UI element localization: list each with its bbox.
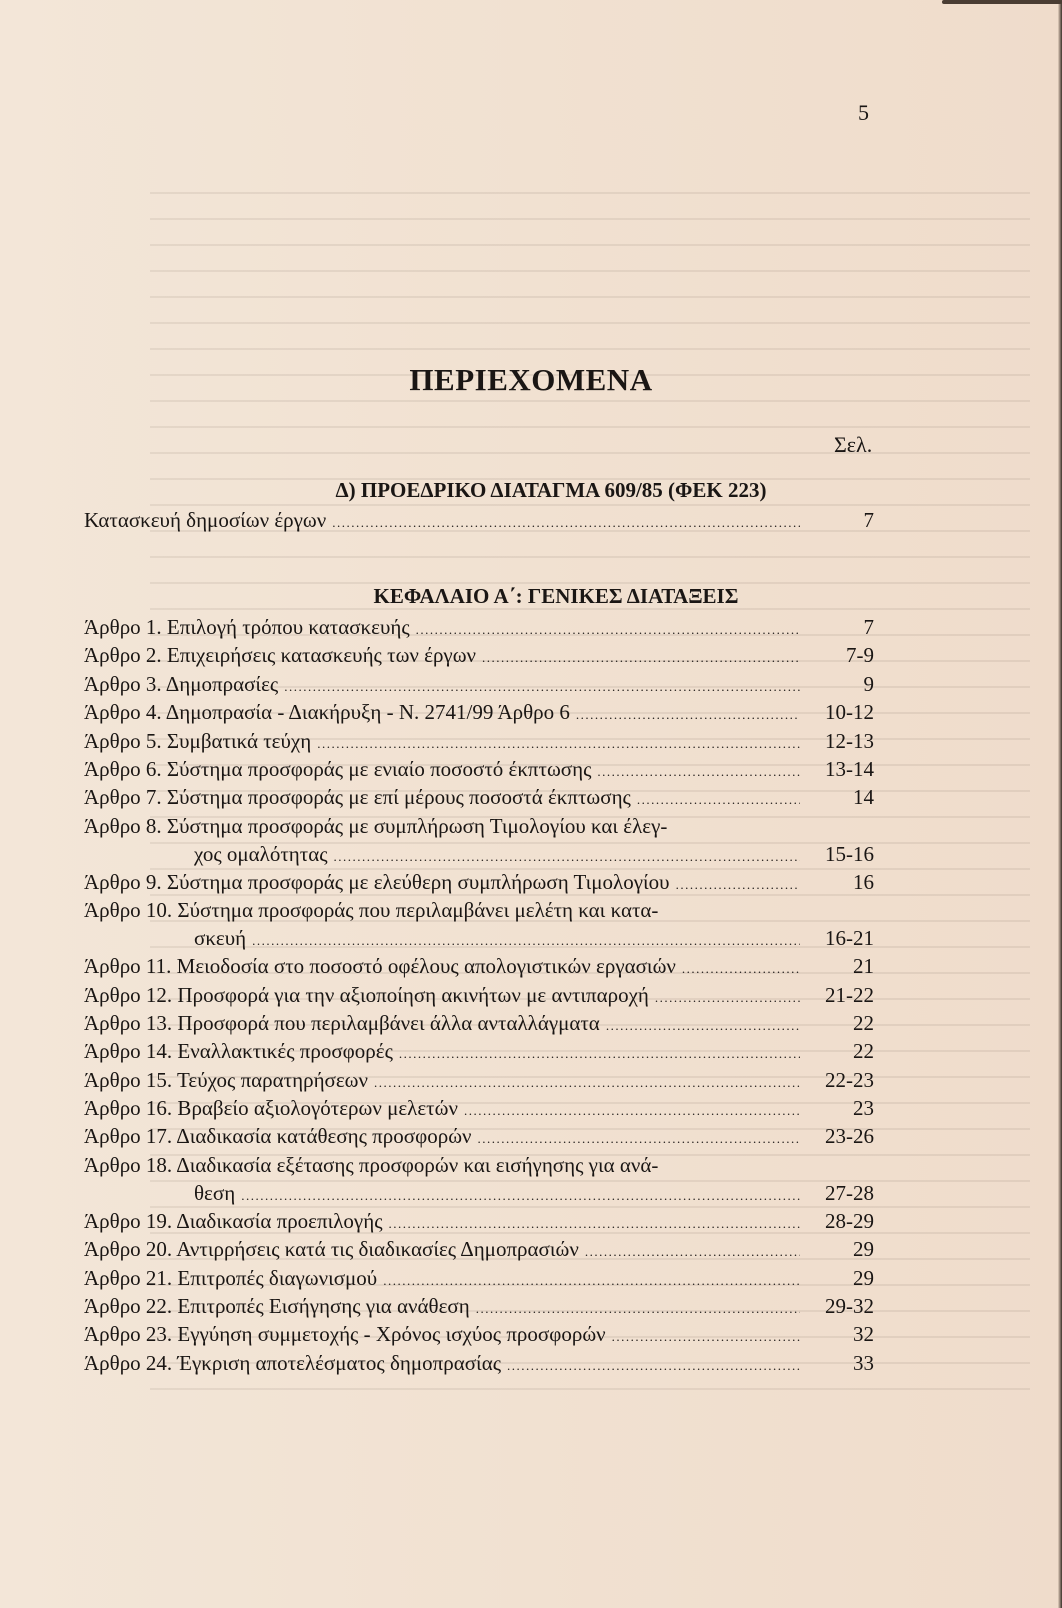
toc-entry-label: Άρθρο 16. Βραβείο αξιολογότερων μελετών	[84, 1096, 458, 1121]
decree-toc	[84, 506, 874, 534]
leader-dots	[334, 843, 800, 871]
toc-entry[interactable]	[84, 981, 874, 1009]
toc-entry[interactable]	[84, 1037, 874, 1065]
leader-dots	[655, 984, 800, 1012]
toc-entry-label: Άρθρο 8. Σύστημα προσφοράς με συμπλήρωση Τιμολογίου και έλεγ-	[84, 813, 668, 838]
toc-entry-page: 29-32	[825, 1294, 874, 1319]
decree-heading: Δ) ΠΡΟΕΔΡΙΚΟ ΔΙΑΤΑΓΜΑ 609/85 (ΦΕΚ 223)	[335, 478, 767, 502]
toc-entry-label: Άρθρο 6. Σύστημα προσφοράς με ενιαίο ποσοστό έκπτωσης	[84, 756, 592, 781]
toc-entry-page: 21-22	[825, 982, 874, 1007]
toc-entry-label: Άρθρο 12. Προσφορά για την αξιοποίηση ακινήτων με αντιπαροχή	[84, 982, 649, 1007]
toc-entry-page: 32	[853, 1322, 874, 1347]
page-column-label: Σελ.	[834, 432, 873, 457]
toc-entry-page: 22-23	[825, 1067, 874, 1092]
toc-entry-label: Άρθρο 19. Διαδικασία προεπιλογής	[84, 1208, 383, 1233]
leader-dots	[507, 1352, 800, 1380]
toc-entry[interactable]	[84, 812, 874, 868]
page-edge-top	[942, 0, 1062, 4]
toc-entry[interactable]	[84, 1066, 874, 1094]
toc-entry-page: 13-14	[825, 756, 874, 781]
toc-entry-label-continuation: χος ομαλότητας	[194, 841, 328, 866]
leader-dots	[676, 871, 800, 899]
toc-entry-page: 22	[853, 1010, 874, 1035]
leader-dots	[416, 616, 800, 644]
leader-dots	[284, 673, 800, 701]
toc-entry-label-continuation: σκευή	[194, 926, 247, 951]
toc-entry[interactable]	[84, 868, 874, 896]
leader-dots	[597, 758, 800, 786]
leader-dots	[585, 1238, 800, 1266]
toc-entry-page: 14	[853, 785, 874, 810]
toc-entry-page: 29	[853, 1265, 874, 1290]
toc-entry[interactable]	[84, 1122, 874, 1150]
toc-entry-label: Άρθρο 11. Μειοδοσία στο ποσοστό οφέλους απολογιστικών εργασιών	[84, 954, 676, 979]
toc-entry-page: 9	[863, 671, 874, 696]
toc-entry[interactable]	[84, 698, 874, 726]
leader-dots	[374, 1069, 800, 1097]
toc-entry[interactable]	[84, 783, 874, 811]
toc-entry[interactable]	[84, 506, 874, 534]
toc-entry-label: Άρθρο 5. Συμβατικά τεύχη	[84, 728, 312, 753]
leader-dots	[317, 730, 800, 758]
leader-dots	[612, 1323, 800, 1351]
leader-dots	[241, 1182, 800, 1210]
toc-entry[interactable]	[84, 670, 874, 698]
leader-dots	[252, 927, 800, 955]
toc-entry-label: Άρθρο 23. Εγγύηση συμμετοχής - Χρόνος ισχύος προσφορών	[84, 1322, 606, 1347]
toc-entry-label: Άρθρο 13. Προσφορά που περιλαμβάνει άλλα ανταλλάγματα	[84, 1010, 600, 1035]
toc-entry-label: Άρθρο 2. Επιχειρήσεις κατασκευής των έργων	[84, 643, 477, 668]
toc-entry-label: Άρθρο 4. Δημοπρασία - Διακήρυξη - Ν. 2741/99 Άρθρο 6	[84, 700, 570, 725]
toc-entry[interactable]	[84, 1349, 874, 1377]
toc-entry-page: 21	[853, 954, 874, 979]
toc-entry[interactable]	[84, 727, 874, 755]
toc-entry-page: 23-26	[825, 1124, 874, 1149]
toc-entry[interactable]	[84, 1235, 874, 1263]
toc-entry-page: 12-13	[825, 728, 874, 753]
leader-dots	[606, 1012, 800, 1040]
toc-entry-label: Άρθρο 3. Δημοπρασίες	[84, 671, 279, 696]
toc-entry-page: 10-12	[825, 700, 874, 725]
toc-entry-label: Άρθρο 24. Έγκριση αποτελέσματος δημοπρασίας	[84, 1350, 502, 1375]
toc-entry-page: 23	[853, 1096, 874, 1121]
toc-entry-label: Άρθρο 22. Επιτροπές Εισήγησης για ανάθεση	[84, 1294, 470, 1319]
toc-entry-label: Κατασκευή δημοσίων έργων	[84, 508, 327, 532]
toc-entry-page: 29	[853, 1237, 874, 1262]
leader-dots	[332, 509, 800, 537]
page-number: 5	[858, 100, 869, 125]
toc-entry-label: Άρθρο 20. Αντιρρήσεις κατά τις διαδικασίες Δημοπρασιών	[84, 1237, 579, 1262]
page-title: ΠΕΡΙΕΧΟΜΕΝΑ	[409, 362, 653, 397]
toc-entry-label: Άρθρο 10. Σύστημα προσφοράς που περιλαμβάνει μελέτη και κατα-	[84, 898, 659, 923]
toc-entry-label-continuation: θεση	[194, 1180, 236, 1205]
toc-entry-page: 7-9	[846, 643, 874, 668]
leader-dots	[389, 1210, 800, 1238]
chapter-toc	[84, 613, 874, 1377]
toc-entry-page: 16	[853, 869, 874, 894]
leader-dots	[682, 955, 800, 983]
toc-entry[interactable]	[84, 1009, 874, 1037]
toc-entry[interactable]	[84, 1264, 874, 1292]
toc-entry[interactable]	[84, 896, 874, 952]
leader-dots	[399, 1040, 800, 1068]
toc-entry-page: 27-28	[825, 1180, 874, 1205]
leader-dots	[482, 644, 800, 672]
toc-entry-label: Άρθρο 14. Εναλλακτικές προσφορές	[84, 1039, 393, 1064]
toc-entry[interactable]	[84, 1320, 874, 1348]
toc-entry-label: Άρθρο 15. Τεύχος παρατηρήσεων	[84, 1067, 369, 1092]
toc-entry-label: Άρθρο 1. Επιλογή τρόπου κατασκευής	[84, 615, 410, 639]
toc-entry-label: Άρθρο 9. Σύστημα προσφοράς με ελεύθερη συμπλήρωση Τιμολογίου	[84, 869, 670, 894]
toc-entry[interactable]	[84, 641, 874, 669]
toc-entry[interactable]	[84, 952, 874, 980]
toc-entry-label: Άρθρο 21. Επιτροπές διαγωνισμού	[84, 1265, 378, 1290]
toc-entry[interactable]	[84, 613, 874, 641]
leader-dots	[637, 786, 800, 814]
toc-entry[interactable]	[84, 1292, 874, 1320]
toc-entry-page: 22	[853, 1039, 874, 1064]
toc-entry[interactable]	[84, 1207, 874, 1235]
toc-entry-label: Άρθρο 18. Διαδικασία εξέτασης προσφορών και εισήγησης για ανά-	[84, 1152, 659, 1177]
leader-dots	[478, 1125, 800, 1153]
page-edge	[1058, 0, 1062, 1608]
chapter-heading: ΚΕΦΑΛΑΙΟ Α΄: ΓΕΝΙΚΕΣ ΔΙΑΤΑΞΕΙΣ	[373, 584, 739, 608]
leader-dots	[576, 701, 800, 729]
toc-entry-page: 33	[853, 1350, 874, 1375]
leader-dots	[464, 1097, 800, 1125]
toc-entry-label: Άρθρο 7. Σύστημα προσφοράς με επί μέρους ποσοστά έκπτωσης	[84, 785, 631, 810]
toc-entry-label: Άρθρο 17. Διαδικασία κατάθεσης προσφορών	[84, 1124, 472, 1149]
toc-entry-page: 16-21	[825, 926, 874, 951]
toc-entry[interactable]	[84, 1151, 874, 1207]
leader-dots	[383, 1267, 800, 1295]
toc-entry[interactable]	[84, 755, 874, 783]
toc-entry[interactable]	[84, 1094, 874, 1122]
toc-entry-page: 7	[863, 615, 874, 639]
toc-entry-page: 7	[863, 508, 874, 532]
toc-entry-page: 28-29	[825, 1208, 874, 1233]
leader-dots	[476, 1295, 800, 1323]
toc-entry-page: 15-16	[825, 841, 874, 866]
